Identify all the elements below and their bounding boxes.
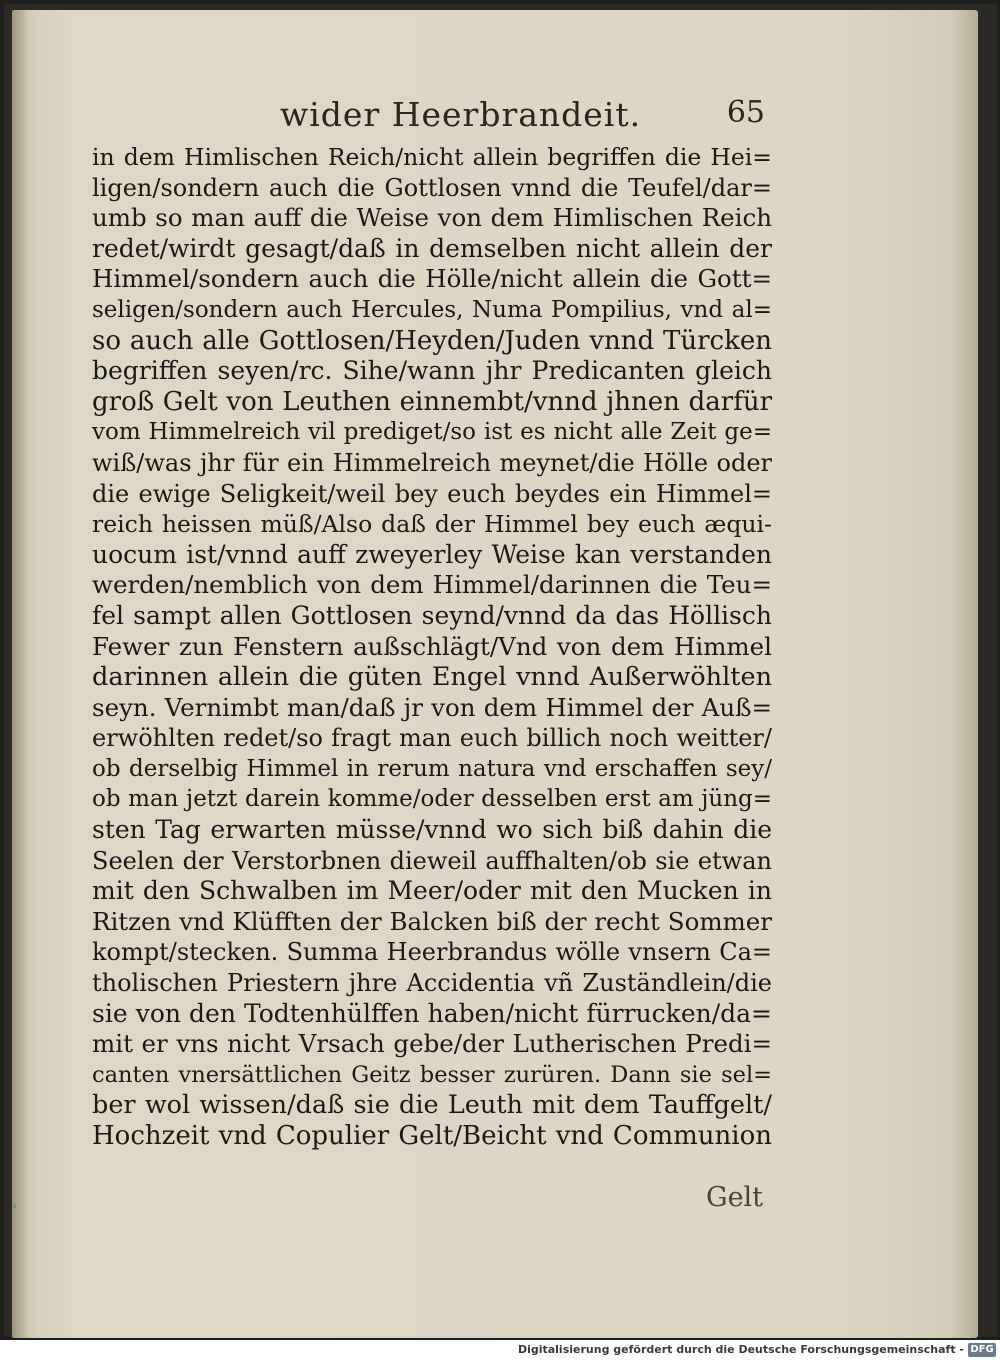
text-line: werden/nemblich von dem Himmel/darinnen die Teu=	[92, 570, 772, 600]
text-line: in dem Himlischen Reich/nicht allein begriffen die Hei=	[92, 143, 772, 171]
text-line: ob derselbig Himmel in rerum natura vnd erschaffen sey/	[92, 755, 772, 782]
page-header	[280, 95, 765, 139]
catchword: Gelt	[706, 1182, 764, 1213]
text-line: Hochzeit vnd Copulier Gelt/Beicht vnd Communion	[92, 1121, 772, 1151]
text-line: Fewer zun Fenstern außschlägt/Vnd von dem Himmel	[92, 631, 772, 661]
text-line: kompt/stecken. Summa Heerbrandus wölle vnsern Ca=	[92, 938, 772, 967]
text-line: groß Gelt von Leuthen einnembt/vnnd jhnen darfür	[92, 386, 772, 417]
text-line: Himmel/sondern auch die Hölle/nicht allein die Gott=	[92, 264, 772, 294]
text-line: seligen/sondern auch Hercules, Numa Pompilius, vnd al=	[92, 296, 772, 323]
text-line: mit er vns nicht Vrsach gebe/der Lutherischen Predi=	[92, 1029, 772, 1059]
text-line: darinnen allein die güten Engel vnnd Außerwöhlten	[92, 662, 772, 693]
page-number: 65	[726, 95, 765, 130]
text-line: Seelen der Verstorbnen dieweil auffhalten/ob sie etwan	[92, 846, 772, 875]
text-line: umb so man auff die Weise von dem Himlischen Reich	[92, 203, 772, 233]
running-title: wider Heerbrandeit.	[280, 95, 642, 134]
text-line: ligen/sondern auch die Gottlosen vnnd die Teufel/dar=	[92, 173, 772, 202]
text-line: reich heissen müß/Also daß der Himmel bey euch æqui-	[92, 510, 772, 539]
text-line: mit den Schwalben im Meer/oder mit den Mucken in	[92, 876, 772, 906]
margin-mark: •	[11, 1200, 19, 1214]
page-gutter-shadow	[12, 10, 26, 1338]
text-line: sie von den Todtenhülffen haben/nicht fürrucken/da=	[92, 998, 772, 1028]
text-line: begriffen seyen/rc. Sihe/wann jhr Predicanten gleich	[92, 356, 772, 386]
text-line: ber wol wissen/daß sie die Leuth mit dem Tauffgelt/	[92, 1090, 772, 1121]
text-line: canten vnersättlichen Geitz besser zurüren. Dann sie sel=	[92, 1061, 772, 1088]
text-line: uocum ist/vnnd auff zweyerley Weise kan verstanden	[92, 539, 772, 569]
text-line: ob man jetzt darein komme/oder desselben erst am jüng=	[92, 786, 772, 813]
text-line: fel sampt allen Gottlosen seynd/vnnd da das Höllisch	[92, 600, 772, 630]
text-line: so auch alle Gottlosen/Heyden/Juden vnnd Türcken	[92, 325, 772, 356]
text-line: Ritzen vnd Klüfften der Balcken biß der recht Sommer	[92, 906, 772, 936]
text-line: die ewige Seligkeit/weil bey euch beydes ein Himmel=	[92, 479, 772, 508]
footer-credit: Digitalisierung gefördert durch die Deutsche Forschungsgemeinschaft -	[517, 1343, 964, 1356]
text-line: wiß/was jhr für ein Himmelreich meynet/die Hölle oder	[92, 448, 772, 477]
text-line: vom Himmelreich vil prediget/so ist es nicht alle Zeit ge=	[92, 419, 772, 446]
text-line: seyn. Vernimbt man/daß jr von dem Himmel der Auß=	[92, 692, 772, 722]
body-text	[92, 142, 772, 1152]
footer-bar	[0, 1340, 1000, 1361]
text-line: tholischen Priestern jhre Accidentia vñ Zuständlein/die	[92, 969, 772, 998]
dfg-logo: DFG	[968, 1343, 996, 1357]
text-line: erwöhlten redet/so fragt man euch billich noch weitter/	[92, 724, 772, 753]
text-line: sten Tag erwarten müsse/vnnd wo sich biß dahin die	[92, 815, 772, 845]
text-line: redet/wirdt gesagt/daß in demselben nicht allein der	[92, 233, 772, 263]
